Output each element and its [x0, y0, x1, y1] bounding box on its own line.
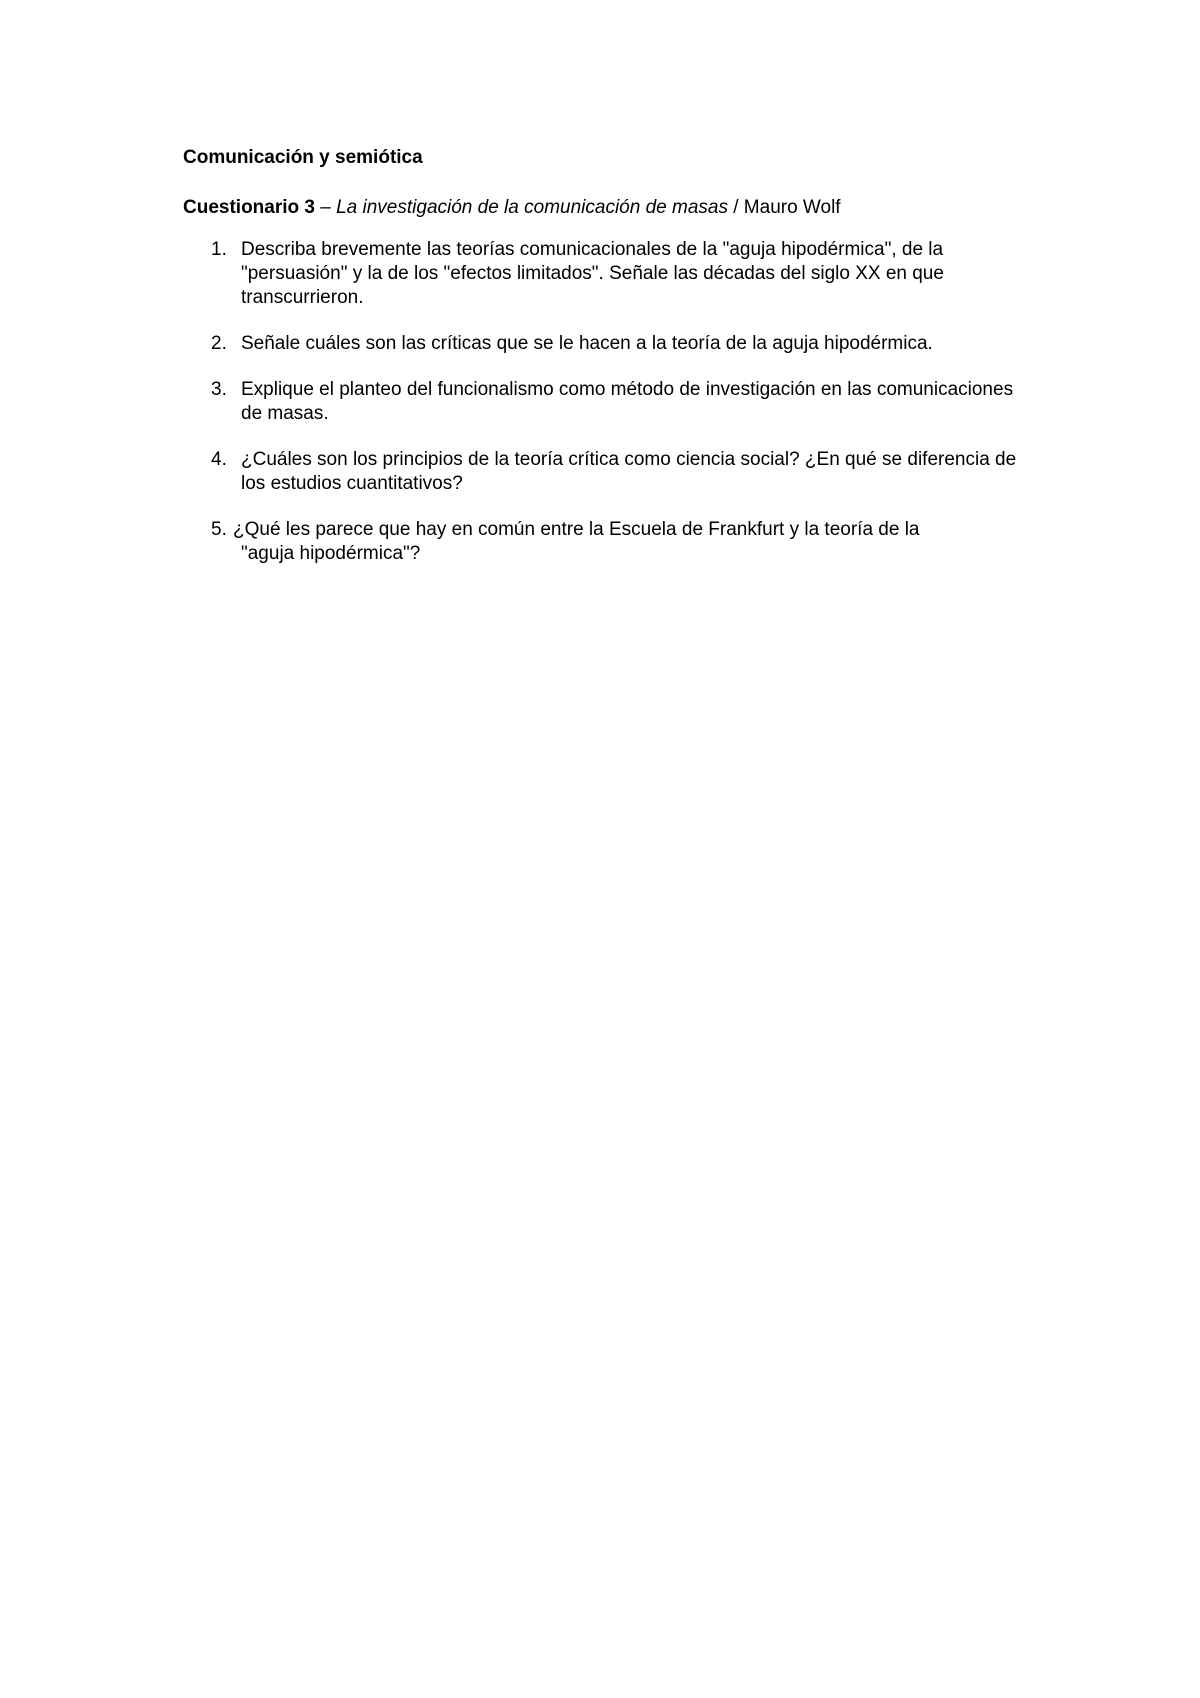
question-number: 4. — [211, 449, 227, 470]
question-item — [183, 378, 1023, 426]
course-title: Comunicación y semiótica — [183, 147, 423, 168]
author-name: Mauro Wolf — [743, 197, 841, 218]
question-text: Explique el planteo del funcionalismo como método de investigación en las comunicaciones de masas. — [241, 379, 1014, 424]
question-text: Señale cuáles son las críticas que se le hacen a la teoría de la aguja hipodérmica. — [241, 333, 933, 354]
questionnaire-subtitle — [183, 196, 1023, 220]
question-text: ¿Cuáles son los principios de la teoría crítica como ciencia social? ¿En qué se diferencia de los estudios cuantitativos? — [241, 449, 1017, 494]
question-number: 1. — [211, 239, 227, 260]
questionnaire-label: Cuestionario 3 — [183, 197, 315, 218]
question-text: Describa brevemente las teorías comunicacionales de la "aguja hipodérmica", de la "persuasión" y la de los "efectos limitados". Señale las décadas del siglo XX en que transcurrieron. — [241, 239, 944, 308]
question-item — [183, 332, 1023, 356]
question-number: 5. — [211, 519, 227, 540]
question-item — [183, 448, 1023, 496]
question-number: 2. — [211, 333, 227, 354]
author-separator: / — [727, 197, 744, 218]
question-item — [183, 518, 1023, 566]
question-number: 3. — [211, 379, 227, 400]
question-list — [183, 238, 1023, 566]
question-item — [183, 238, 1023, 310]
question-text-line1: ¿Qué les parece que hay en común entre la Escuela de Frankfurt y la teoría de la — [233, 519, 920, 540]
question-text-line2: "aguja hipodérmica"? — [241, 543, 421, 564]
work-title: La investigación de la comunicación de masas — [336, 197, 728, 218]
subtitle-separator: – — [314, 197, 337, 218]
document-content — [183, 146, 1023, 588]
